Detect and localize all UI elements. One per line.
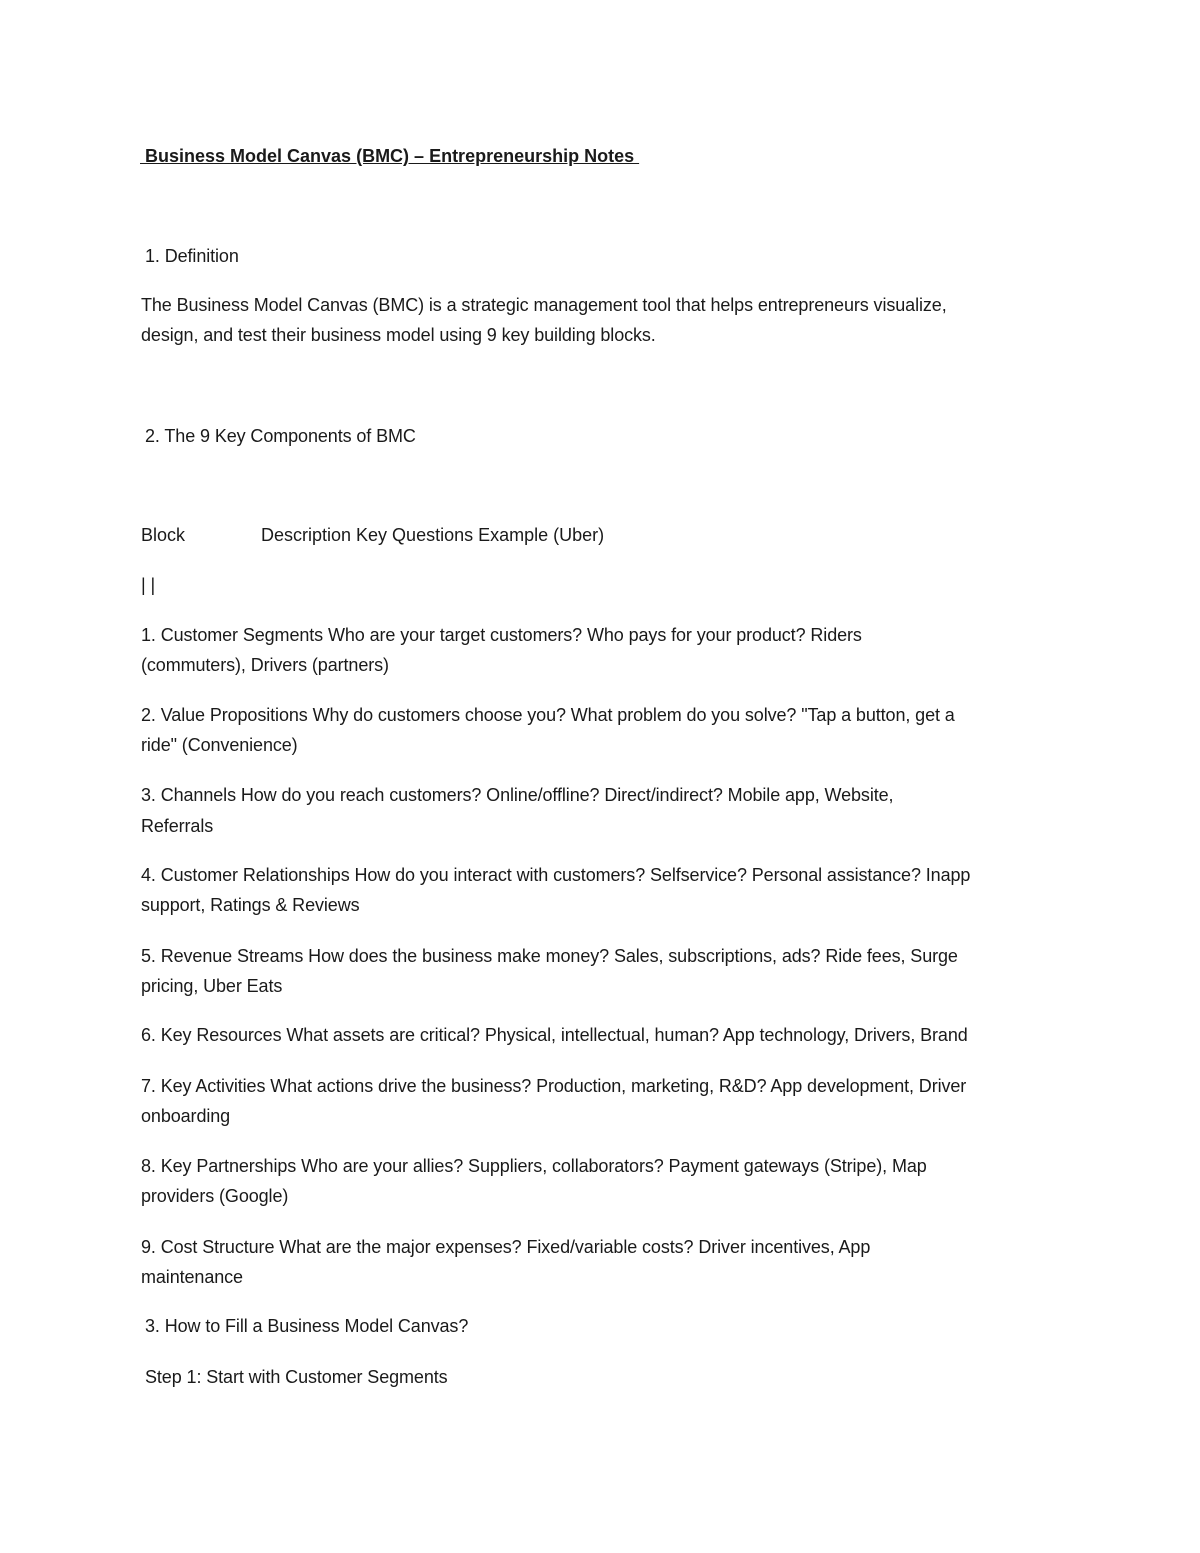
definition-text-line-2: design, and test their business model using 9 key building blocks. <box>141 325 656 345</box>
list-item-continuation: pricing, Uber Eats <box>141 976 283 996</box>
table-header-block: Block <box>141 525 186 545</box>
page-title: Business Model Canvas (BMC) – Entrepreneurship Notes <box>140 146 640 166</box>
list-item: 9. Cost Structure What are the major expenses? Fixed/variable costs? Driver incentives, App <box>141 1237 871 1257</box>
list-item: 7. Key Activities What actions drive the business? Production, marketing, R&D? App development, Driver <box>141 1076 967 1096</box>
list-item: 5. Revenue Streams How does the business make money? Sales, subscriptions, ads? Ride fees, Surge <box>141 946 958 966</box>
list-item-continuation: Referrals <box>141 816 214 836</box>
section-heading-components: 2. The 9 Key Components of BMC <box>145 426 416 446</box>
list-item: 1. Customer Segments Who are your target customers? Who pays for your product? Riders <box>141 625 862 645</box>
list-item-continuation: support, Ratings & Reviews <box>141 895 360 915</box>
definition-text-line-1: The Business Model Canvas (BMC) is a strategic management tool that helps entrepreneurs visualize, <box>141 295 947 315</box>
section-heading-how-to-fill: 3. How to Fill a Business Model Canvas? <box>145 1316 469 1336</box>
list-item-continuation: maintenance <box>141 1267 243 1287</box>
list-item: 6. Key Resources What assets are critical? Physical, intellectual, human? App technology, Drivers, Brand <box>141 1025 968 1045</box>
table-separator: | | <box>141 575 156 595</box>
list-item-continuation: onboarding <box>141 1106 231 1126</box>
step-text: Step 1: Start with Customer Segments <box>145 1367 448 1387</box>
list-item-continuation: ride" (Convenience) <box>141 735 298 755</box>
list-item-continuation: providers (Google) <box>141 1186 289 1206</box>
section-heading-definition: 1. Definition <box>145 246 239 266</box>
list-item-continuation: (commuters), Drivers (partners) <box>141 655 389 675</box>
list-item: 4. Customer Relationships How do you interact with customers? Selfservice? Personal assistance? Inapp <box>141 865 971 885</box>
list-item: 8. Key Partnerships Who are your allies? Suppliers, collaborators? Payment gateways (Stripe), Map <box>141 1156 927 1176</box>
list-item: 2. Value Propositions Why do customers choose you? What problem do you solve? "Tap a button, get a <box>141 705 955 725</box>
table-header-columns: Description Key Questions Example (Uber) <box>261 525 605 545</box>
list-item: 3. Channels How do you reach customers? Online/offline? Direct/indirect? Mobile app, Website, <box>141 785 894 805</box>
